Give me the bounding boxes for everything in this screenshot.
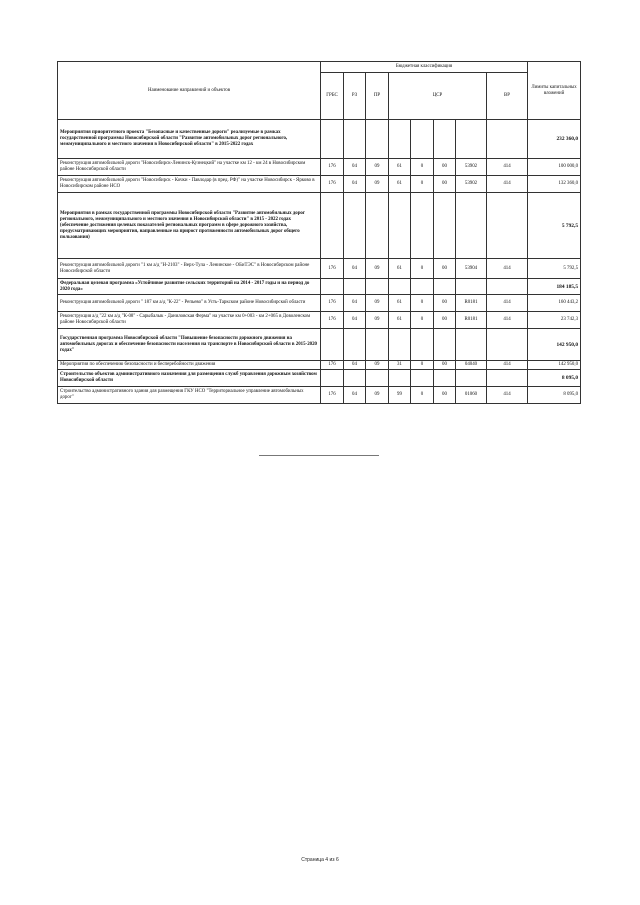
row-rz: 04 xyxy=(344,387,366,404)
row-vr: 414 xyxy=(487,387,528,404)
table-row xyxy=(58,370,581,387)
row-amount: 8 095,0 xyxy=(528,387,581,404)
row-amount: 142 950,0 xyxy=(528,361,581,370)
row-rz: 04 xyxy=(344,312,366,329)
row-rz: 04 xyxy=(344,295,366,312)
row-csr-2 xyxy=(411,370,434,387)
row-grbs: 176 xyxy=(321,295,344,312)
table-row xyxy=(58,120,581,159)
row-pr: 09 xyxy=(366,159,389,176)
row-csr-3: 00 xyxy=(434,361,456,370)
header-pr: ПР xyxy=(366,73,389,120)
row-csr-4 xyxy=(456,329,487,361)
row-grbs xyxy=(321,329,344,361)
row-csr-4: R0181 xyxy=(456,312,487,329)
table-row xyxy=(58,279,581,295)
row-csr-2 xyxy=(411,120,434,159)
row-csr-2 xyxy=(411,329,434,361)
row-name: Реконструкция а/д "22 км а/д "К-08" - Сарыбалык - Даниловская Ферма" на участке км 0+003 - км 2+065 в Доволенском районе Новосибирской области xyxy=(58,312,321,329)
row-grbs xyxy=(321,370,344,387)
row-grbs: 176 xyxy=(321,361,344,370)
row-pr xyxy=(366,370,389,387)
header-amount: Лимиты капитальных вложений xyxy=(528,62,581,120)
row-csr-3 xyxy=(434,120,456,159)
row-amount: 100 000,0 xyxy=(528,159,581,176)
table-row xyxy=(58,176,581,193)
row-csr-1: 61 xyxy=(389,259,411,279)
row-grbs xyxy=(321,193,344,259)
row-name: Реконструкция автомобильной дороги "1 км а/д "Н-2103" - Верх-Тула - Ленинское - ОБиТЭС" в Новосибирском районе Новосибирской области xyxy=(58,259,321,279)
row-amount: 5 792,5 xyxy=(528,259,581,279)
row-vr: 414 xyxy=(487,159,528,176)
row-name: Строительство объектов административного назначения для размещения служб управления дорожным хозяйством Новосибирской области xyxy=(58,370,321,387)
row-csr-4 xyxy=(456,193,487,259)
row-vr xyxy=(487,279,528,295)
header-rz: РЗ xyxy=(344,73,366,120)
row-grbs: 176 xyxy=(321,387,344,404)
table-row xyxy=(58,193,581,259)
row-csr-3 xyxy=(434,370,456,387)
row-csr-1: 61 xyxy=(389,312,411,329)
row-csr-1: 31 xyxy=(389,361,411,370)
row-vr: 414 xyxy=(487,295,528,312)
row-csr-2: 0 xyxy=(411,312,434,329)
row-amount: 23 742,3 xyxy=(528,312,581,329)
row-csr-3: 00 xyxy=(434,176,456,193)
row-rz xyxy=(344,279,366,295)
row-csr-2 xyxy=(411,279,434,295)
row-csr-3: 00 xyxy=(434,159,456,176)
table-row xyxy=(58,159,581,176)
row-pr: 09 xyxy=(366,361,389,370)
row-grbs xyxy=(321,279,344,295)
row-amount: 160 443,2 xyxy=(528,295,581,312)
row-csr-1 xyxy=(389,370,411,387)
row-csr-4: R0181 xyxy=(456,295,487,312)
row-csr-2 xyxy=(411,193,434,259)
row-name: Федеральная целевая программа «Устойчивое развитие сельских территорий на 2014 - 2017 годы и на период до 2020 года» xyxy=(58,279,321,295)
row-grbs: 176 xyxy=(321,176,344,193)
row-csr-1 xyxy=(389,279,411,295)
row-grbs: 176 xyxy=(321,259,344,279)
row-name: Государственная программа Новосибирской области "Повышение безопасности дорожного движения на автомобильных дорогах и обеспечение безопасности населения на транспорте в Новосибирской области в 2015-2020 годах" xyxy=(58,329,321,361)
row-grbs: 176 xyxy=(321,159,344,176)
row-vr: 414 xyxy=(487,259,528,279)
row-grbs xyxy=(321,120,344,159)
row-csr-4: 04040 xyxy=(456,361,487,370)
header-csr: ЦСР xyxy=(389,73,487,120)
row-amount: 232 360,0 xyxy=(528,120,581,159)
header-grbs: ГРБС xyxy=(321,73,344,120)
row-pr xyxy=(366,279,389,295)
row-rz xyxy=(344,193,366,259)
row-csr-3: 00 xyxy=(434,312,456,329)
row-csr-3 xyxy=(434,329,456,361)
row-name: Мероприятия в рамках государственной программы Новосибирской области "Развитие автомобильных дорог регионального, межмуниципального и местного значения в Новосибирской области" в 2015 - 2022 годах (обеспечение достижения целевых показателей региональных программ в сфере дорожного хозяйства, предусматривающих мероприятия, направленные на прирост протяженности автомобильных дорог общего пользования) xyxy=(58,193,321,259)
row-rz: 04 xyxy=(344,159,366,176)
row-name: Мероприятия приоритетного проекта "Безопасные и качественные дороги" реализуемые в рамках государственной программы Новосибирской области "Развитие автомобильных дорог регионального, межмуниципального и местного значения в Новосибирской области" в 2015-2022 годах xyxy=(58,120,321,159)
row-csr-4 xyxy=(456,120,487,159)
row-rz xyxy=(344,370,366,387)
header-vr: ВР xyxy=(487,73,528,120)
row-csr-1 xyxy=(389,120,411,159)
row-csr-3: 00 xyxy=(434,387,456,404)
row-csr-4 xyxy=(456,279,487,295)
budget-table xyxy=(57,61,581,404)
table-row xyxy=(58,295,581,312)
table-row xyxy=(58,387,581,404)
row-csr-4: 53904 xyxy=(456,259,487,279)
page-number: Страница 4 из 6 xyxy=(301,857,339,863)
row-csr-2: 0 xyxy=(411,176,434,193)
row-csr-4: 53902 xyxy=(456,176,487,193)
row-csr-1: 61 xyxy=(389,176,411,193)
row-pr xyxy=(366,329,389,361)
row-vr: 414 xyxy=(487,176,528,193)
row-rz xyxy=(344,329,366,361)
table-row xyxy=(58,312,581,329)
row-rz: 04 xyxy=(344,361,366,370)
row-amount: 8 095,0 xyxy=(528,370,581,387)
row-csr-1: 61 xyxy=(389,159,411,176)
row-amount: 184 185,5 xyxy=(528,279,581,295)
row-name: Реконструкция автомобильной дороги "Новосибирск - Кочки - Павлодар (в пред. РФ)" на участке Новосибирск - Ярково в Новосибирском районе НСО xyxy=(58,176,321,193)
row-csr-3: 00 xyxy=(434,295,456,312)
row-vr: 414 xyxy=(487,361,528,370)
table-row xyxy=(58,361,581,370)
table-row xyxy=(58,329,581,361)
header-classification: Бюджетная классификация xyxy=(321,62,528,73)
row-csr-2: 0 xyxy=(411,387,434,404)
row-name: Мероприятия по обеспечению безопасности и бесперебойности движения xyxy=(58,361,321,370)
row-csr-2: 0 xyxy=(411,361,434,370)
row-name: Реконструкция автомобильной дороги "Новосибирск-Ленинск-Кузнецкий" на участке км 12 - км 24 в Новосибирском районе Новосибирской области xyxy=(58,159,321,176)
row-name: Строительство административного здания для размещения ГКУ НСО "Территориальное управление автомобильных дорог" xyxy=(58,387,321,404)
header-name: Наименование направлений и объектов xyxy=(58,62,321,120)
row-csr-1: 99 xyxy=(389,387,411,404)
row-csr-4: 53902 xyxy=(456,159,487,176)
row-csr-1 xyxy=(389,193,411,259)
row-amount: 142 950,0 xyxy=(528,329,581,361)
row-csr-3 xyxy=(434,193,456,259)
row-vr xyxy=(487,193,528,259)
row-csr-2: 0 xyxy=(411,259,434,279)
row-rz xyxy=(344,120,366,159)
row-rz: 04 xyxy=(344,176,366,193)
row-csr-2: 0 xyxy=(411,159,434,176)
row-pr: 09 xyxy=(366,176,389,193)
row-pr xyxy=(366,120,389,159)
row-vr xyxy=(487,120,528,159)
row-pr: 09 xyxy=(366,259,389,279)
divider-line xyxy=(259,455,379,456)
row-amount: 5 792,5 xyxy=(528,193,581,259)
row-rz: 04 xyxy=(344,259,366,279)
row-vr xyxy=(487,329,528,361)
row-amount: 132 360,0 xyxy=(528,176,581,193)
row-vr: 414 xyxy=(487,312,528,329)
row-csr-1: 61 xyxy=(389,295,411,312)
row-name: Реконструкция автомобильной дороги " 187 км а/д "К-22" - Репьево" в Усть-Таркском районе Новосибирской области xyxy=(58,295,321,312)
row-vr xyxy=(487,370,528,387)
row-csr-4: 01060 xyxy=(456,387,487,404)
row-csr-3: 00 xyxy=(434,259,456,279)
row-csr-3 xyxy=(434,279,456,295)
row-csr-4 xyxy=(456,370,487,387)
row-pr xyxy=(366,193,389,259)
row-csr-1 xyxy=(389,329,411,361)
row-csr-2: 0 xyxy=(411,295,434,312)
row-pr: 09 xyxy=(366,312,389,329)
row-grbs: 176 xyxy=(321,312,344,329)
row-pr: 09 xyxy=(366,295,389,312)
table-row xyxy=(58,259,581,279)
row-pr: 09 xyxy=(366,387,389,404)
